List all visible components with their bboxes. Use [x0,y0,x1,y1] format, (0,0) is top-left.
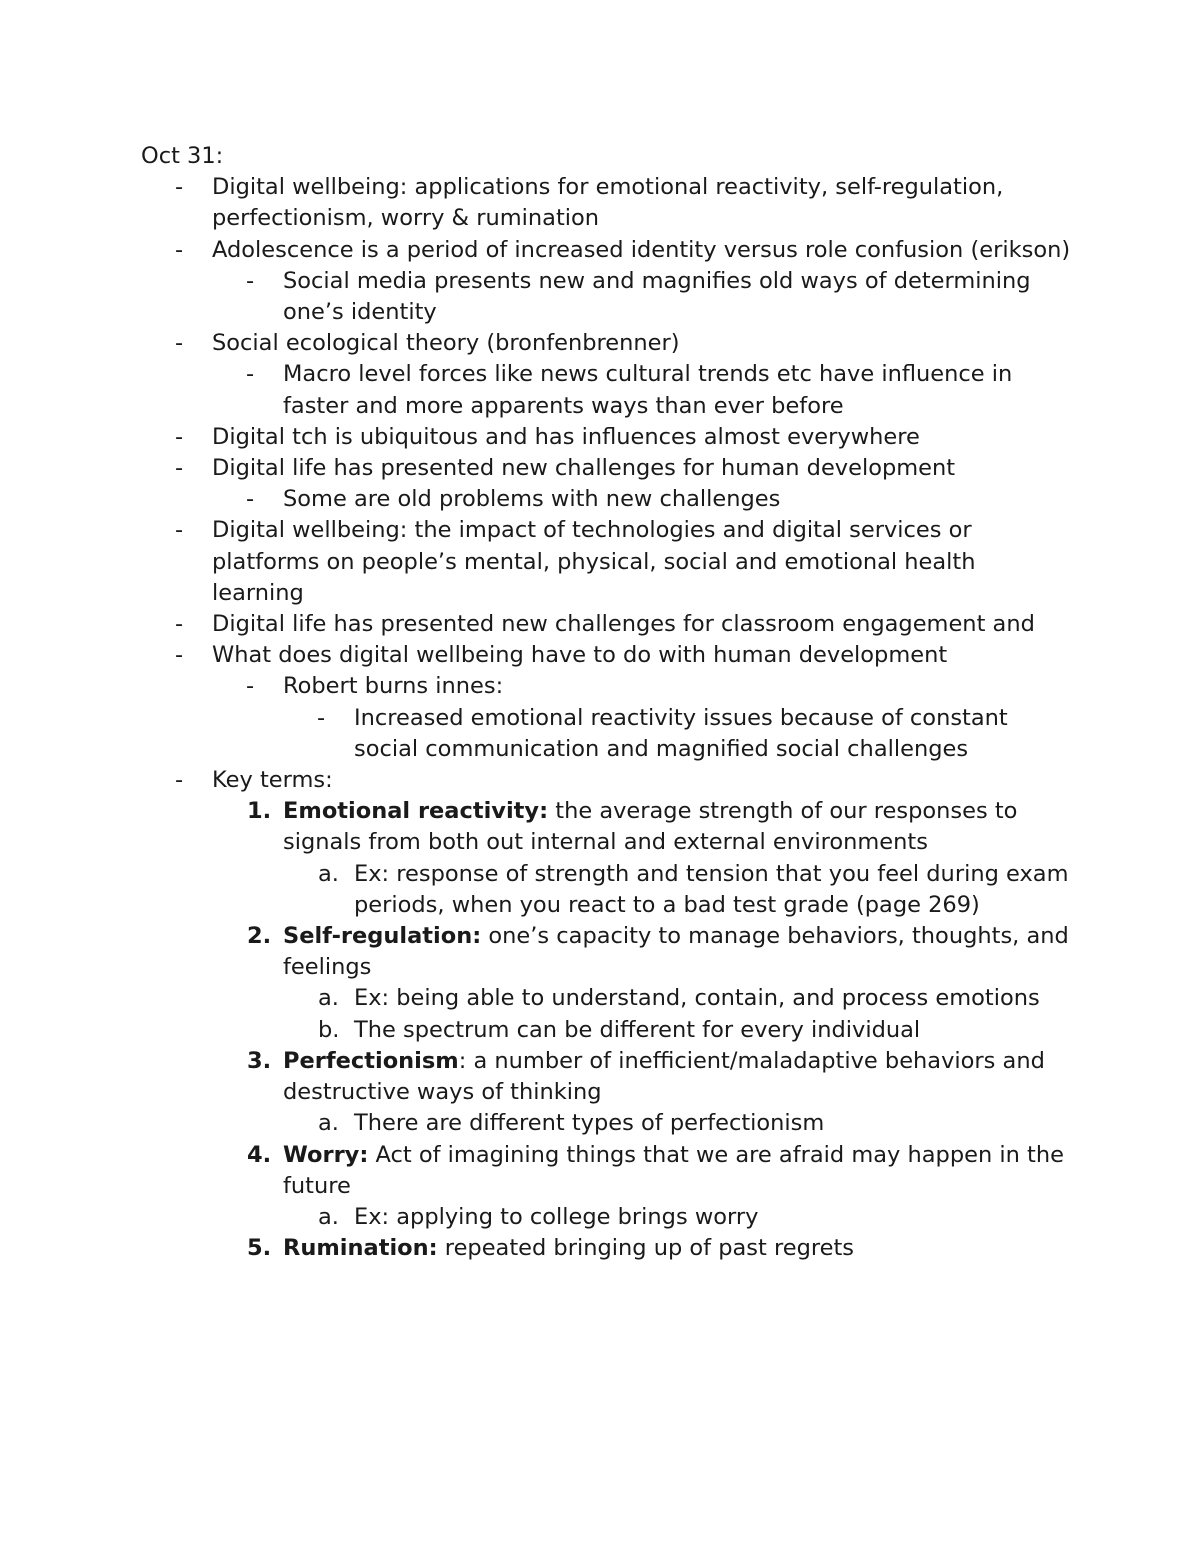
sub-list [212,484,1071,515]
list-item: - Key terms: 1. Emotional reactivity: the average strength of our responses to signals from both out internal and external environments a. Ex: response of strength and tension that you feel during exam periods, when you react to a bad test grade (page 269) 2. Self-regulation: one’s capacity to manage behaviors, thoughts, and feelings a. Ex: being able to understand, contain, and process emotions b. The spectrum can be different for every individual 3. Perfectionism: a number of inefficient/maladaptive behaviors and destructive ways of thinking a. There are different types of perfectionism 4. Worry: Act of imagining things that we are afraid may happen in the future a. Ex: applying to college brings worry 5. Rumination: repeated bringing up of past regrets [141,765,1071,1264]
key-term-definition: : a number of inefficient/maladaptive behaviors and destructive ways of thinking [283,1047,1045,1106]
key-term-name: Emotional reactivity: [283,798,549,825]
key-term-definition: Act of imagining things that we are afraid may happen in the future [283,1141,1064,1199]
key-term-name: Worry: [283,1141,369,1168]
sub-list-item: - Macro level forces like news cultural trends etc have influence in faster and more apparents ways than ever before [246,361,1013,419]
list-item: - Digital tch is ubiquitous and has influences almost everywhere [175,423,920,450]
sub-list [212,266,1071,328]
key-term-definition: one’s capacity to manage behaviors, thoughts, and feelings [283,923,1069,981]
date-heading: Oct 31: [141,143,224,169]
list-item: - Adolescence is a period of increased identity versus role confusion (erikson) - Social media presents new and magnifies old ways of determining one’s identity [141,235,1071,329]
list-item: - Digital life has presented new challenges for classroom engagement and [175,611,1035,638]
key-term-name: Rumination: [283,1235,438,1262]
key-terms-list [212,796,1071,1264]
key-term-examples [283,983,1071,1045]
key-term-examples [283,859,1071,921]
list-item: - Digital wellbeing: the impact of technologies and digital services or platforms on people’s mental, physical, social and emotional health learning [175,517,976,606]
notes-list [141,172,1071,1264]
example-item: a. Ex: response of strength and tension that you feel during exam periods, when you react to a bad test grade (page 269) [318,860,1069,918]
sub-list-item: - Robert burns innes: - Increased emotional reactivity issues because of constant social communication and magnified social challenges [212,671,1071,765]
sub-list [212,359,1071,421]
example-item: a. Ex: applying to college brings worry [318,1203,759,1230]
document-page [141,141,1071,1264]
sub-list-item: - Some are old problems with new challenges [246,486,781,513]
sub-sub-list [283,703,1071,765]
key-term-item: 3. Perfectionism: a number of inefficient/maladaptive behaviors and destructive ways of thinking a. There are different types of perfectionism [212,1046,1071,1140]
sub-sub-list-item: - Increased emotional reactivity issues because of constant social communication and magnified social challenges [317,704,1008,762]
key-term-item: 1. Emotional reactivity: the average strength of our responses to signals from both out internal and external environments a. Ex: response of strength and tension that you feel during exam periods, when you react to a bad test grade (page 269) [212,796,1071,921]
key-term-definition: repeated bringing up of past regrets [437,1235,855,1262]
key-term-examples [283,1202,1071,1233]
key-term-item: 5. Rumination: repeated bringing up of past regrets [247,1235,855,1262]
example-item: a. Ex: being able to understand, contain, and process emotions [318,985,1040,1012]
list-item: - Social ecological theory (bronfenbrenner) - Macro level forces like news cultural trends etc have influence in faster and more apparents ways than ever before [141,328,1071,422]
sub-list-item: - Social media presents new and magnifies old ways of determining one’s identity [246,267,1031,326]
key-term-item: 4. Worry: Act of imagining things that we are afraid may happen in the future a. Ex: applying to college brings worry [212,1140,1071,1234]
list-item: - What does digital wellbeing have to do with human development - Robert burns innes: - Increased emotional reactivity issues because of constant social communication and magnified social challenges [141,640,1071,765]
example-item: b. The spectrum can be different for every individual [318,1016,921,1043]
key-term-definition: the average strength of our responses to signals from both out internal and external environments [283,798,1018,856]
list-item: - Digital life has presented new challenges for human development - Some are old problems with new challenges [141,453,1071,515]
sub-list [212,671,1071,765]
list-item: - Digital wellbeing: applications for emotional reactivity, self-regulation, perfectionism, worry & rumination [175,174,1004,232]
example-item: a. There are different types of perfectionism [318,1110,825,1137]
key-term-name: Self-regulation: [283,923,482,950]
key-term-examples [283,1108,1071,1139]
key-term-name: Perfectionism [283,1047,459,1074]
key-term-item: 2. Self-regulation: one’s capacity to manage behaviors, thoughts, and feelings a. Ex: being able to understand, contain, and process emotions b. The spectrum can be different for every individual [212,921,1071,1046]
